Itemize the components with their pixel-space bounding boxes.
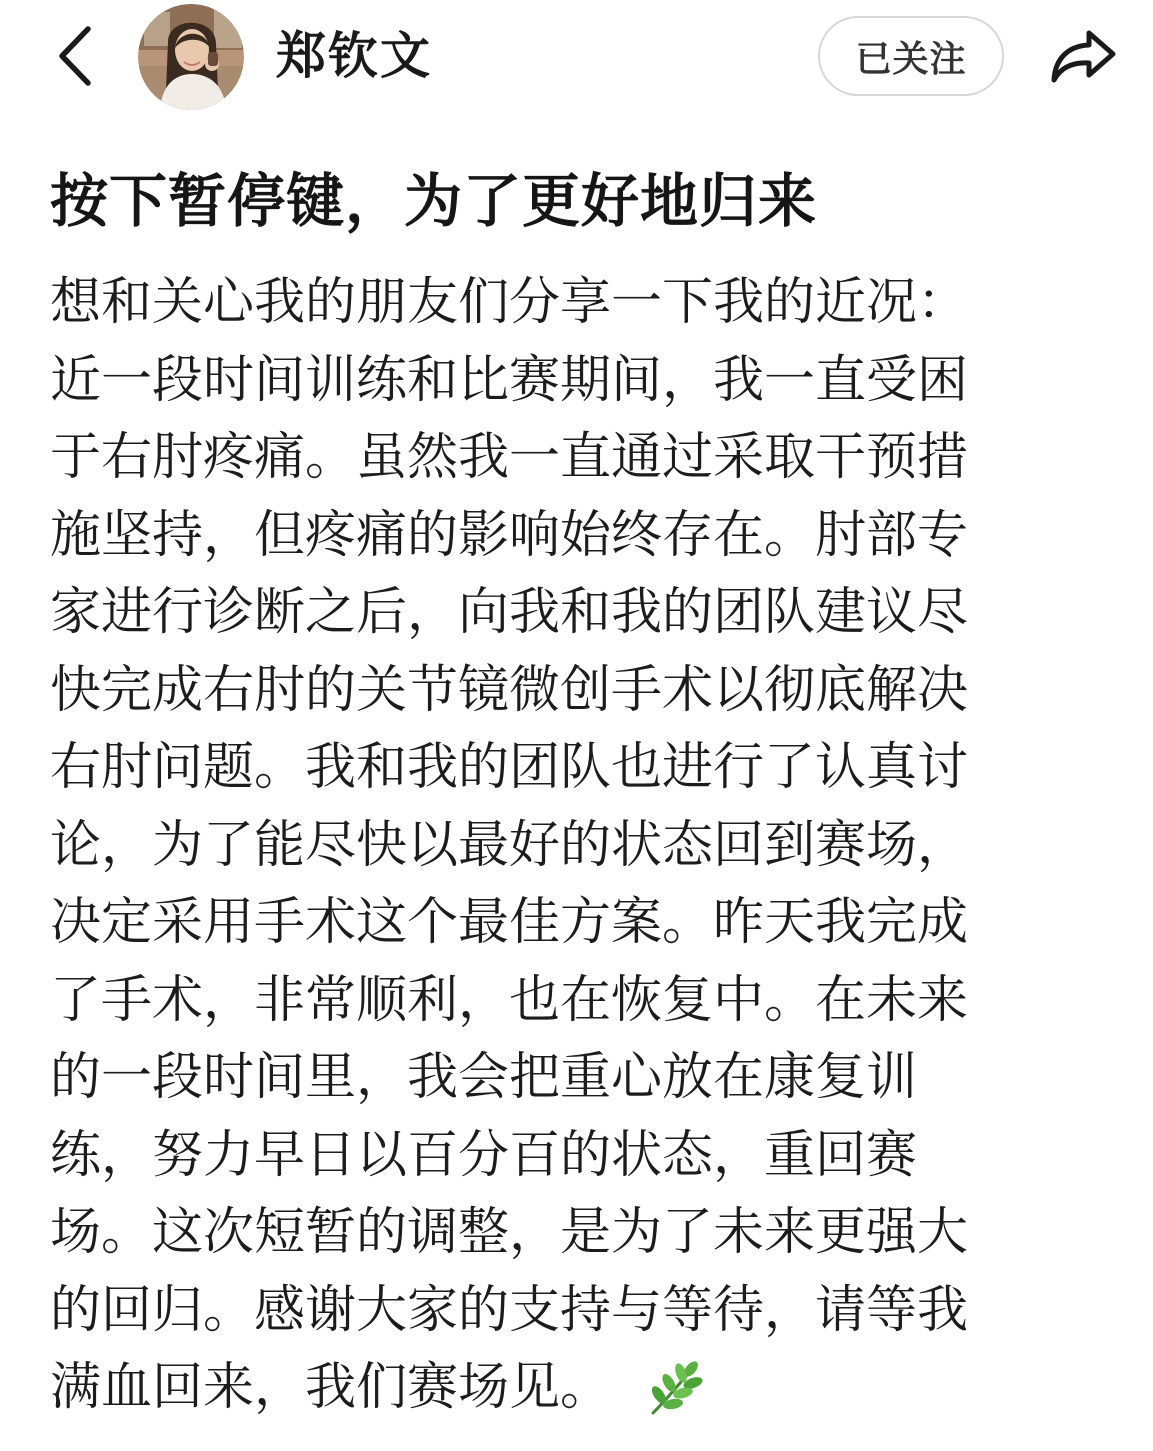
body-line: 论，为了能尽快以最好的状态回到赛场， xyxy=(50,815,969,875)
share-arrow-icon xyxy=(1049,27,1117,85)
body-line-last xyxy=(50,1349,1096,1427)
body-line: 施坚持，但疼痛的影响始终存在。肘部专 xyxy=(50,505,969,565)
body-line: 的回归。感谢大家的支持与等待，请等我 xyxy=(50,1280,969,1340)
avatar-photo xyxy=(138,4,244,110)
body-line: 决定采用手术这个最佳方案。昨天我完成 xyxy=(50,893,969,952)
body-line: 近一段时间训练和比赛期间，我一直受困 xyxy=(50,350,969,410)
author-name[interactable]: 郑钦文 xyxy=(276,27,432,85)
back-button[interactable] xyxy=(48,22,104,90)
chevron-left-icon xyxy=(56,25,96,87)
body-line: 场。这次短暂的调整，是为了未来更强大 xyxy=(50,1203,969,1262)
body-line: 想和关心我的朋友们分享一下我的近况： xyxy=(50,273,969,332)
body-line: 练，努力早日以百分百的状态，重回赛 xyxy=(50,1125,918,1185)
herb-icon xyxy=(643,1357,705,1419)
top-bar xyxy=(0,0,1153,112)
avatar[interactable] xyxy=(138,4,244,110)
body-line: 了手术，非常顺利，也在恢复中。在未来 xyxy=(50,970,969,1030)
body-line: 家进行诊断之后，向我和我的团队建议尽 xyxy=(50,583,969,642)
body-line: 于右肘疼痛。虽然我一直通过采取干预措 xyxy=(50,428,969,487)
post-title: 按下暂停键，为了更好地归来 xyxy=(50,167,818,235)
body-line-text: 满血回来，我们赛场见。 xyxy=(50,1358,612,1417)
share-button[interactable] xyxy=(1046,22,1120,90)
post-body xyxy=(50,264,1096,1427)
body-line: 快完成右肘的关节镜微创手术以彻底解决 xyxy=(50,660,969,720)
body-line: 的一段时间里，我会把重心放在康复训 xyxy=(50,1048,918,1107)
follow-button[interactable]: 已关注 xyxy=(818,16,1004,96)
body-line: 右肘问题。我和我的团队也进行了认真讨 xyxy=(50,738,969,797)
